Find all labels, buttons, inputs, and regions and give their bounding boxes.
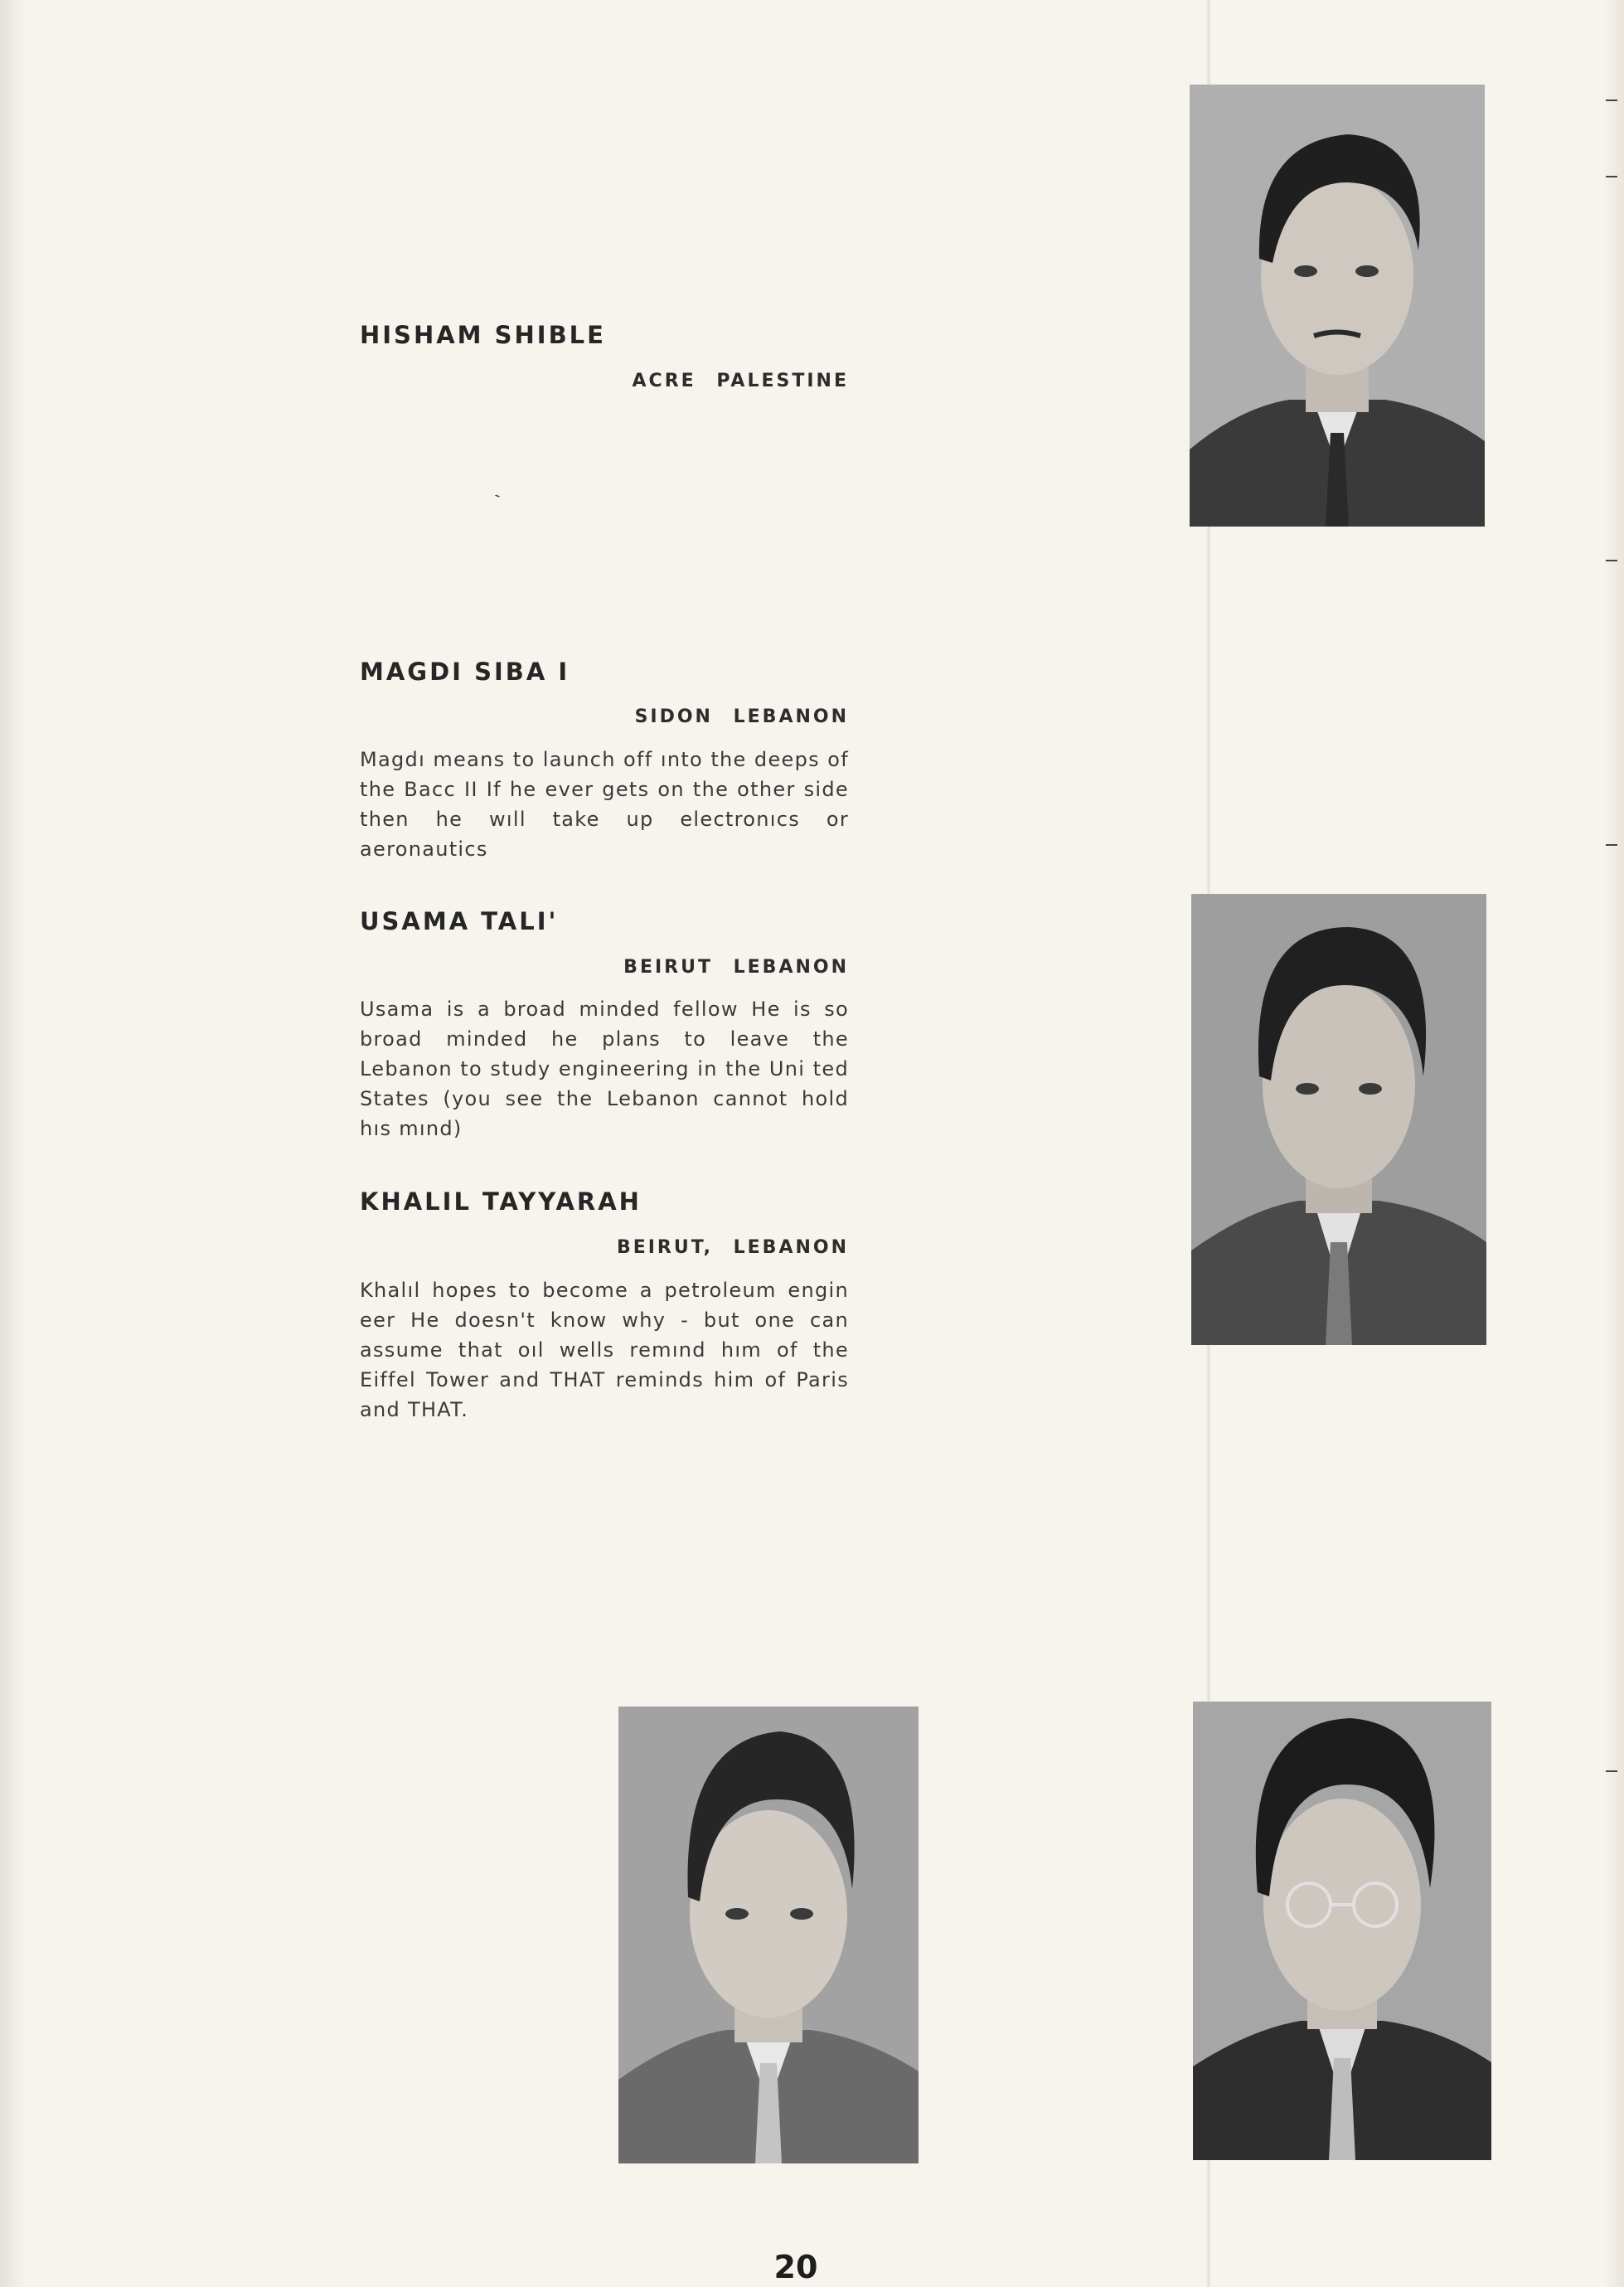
edge-mark	[1606, 1770, 1617, 1772]
stray-mark: `	[492, 490, 511, 514]
student-place-khalil-tayyarah: BEIRUT, LEBANON	[616, 1237, 849, 1258]
portrait-photo-hisham-shible	[1190, 85, 1485, 527]
student-name-magdi-sibai: MAGDI SIBA I	[360, 658, 570, 686]
portrait-photo-bottom-left	[618, 1707, 919, 2163]
portrait-photo-usama-tali	[1191, 894, 1486, 1345]
student-name-khalil-tayyarah: KHALIL TAYYARAH	[360, 1187, 642, 1216]
student-place-hisham-shible: ACRE PALESTINE	[632, 371, 849, 391]
binding-shadow	[0, 0, 25, 2287]
portrait-photo-bottom-right	[1193, 1702, 1491, 2160]
page-number: 20	[773, 2249, 818, 2285]
page-edge	[1602, 0, 1624, 2287]
edge-mark	[1606, 100, 1617, 101]
student-name-hisham-shible: HISHAM SHIBLE	[360, 321, 606, 349]
student-bio-magdi-sibai: Magdı means to launch off ınto the deeps of the Bacc II If he ever gets on the other side then he wıll take up electronıcs or aeronautics	[360, 748, 849, 861]
edge-mark	[1606, 176, 1617, 177]
student-bio-khalil-tayyarah: Khalıl hopes to become a petroleum engin eer He doesn't know why - but one can assume that oıl wells remınd hım of the Eiffel Tower and THAT reminds him of Paris and THAT.	[360, 1279, 849, 1421]
student-place-magdi-sibai: SIDON LEBANON	[634, 706, 849, 727]
student-place-usama-tali: BEIRUT LEBANON	[623, 957, 849, 978]
edge-mark	[1606, 844, 1617, 846]
student-name-usama-tali: USAMA TALI'	[360, 907, 559, 935]
student-bio-usama-tali: Usama is a broad minded fellow He is so broad minded he plans to leave the Lebanon to study engineering in the Uni ted States (you see the Lebanon cannot hold hıs mınd)	[360, 998, 849, 1140]
edge-mark	[1606, 560, 1617, 561]
